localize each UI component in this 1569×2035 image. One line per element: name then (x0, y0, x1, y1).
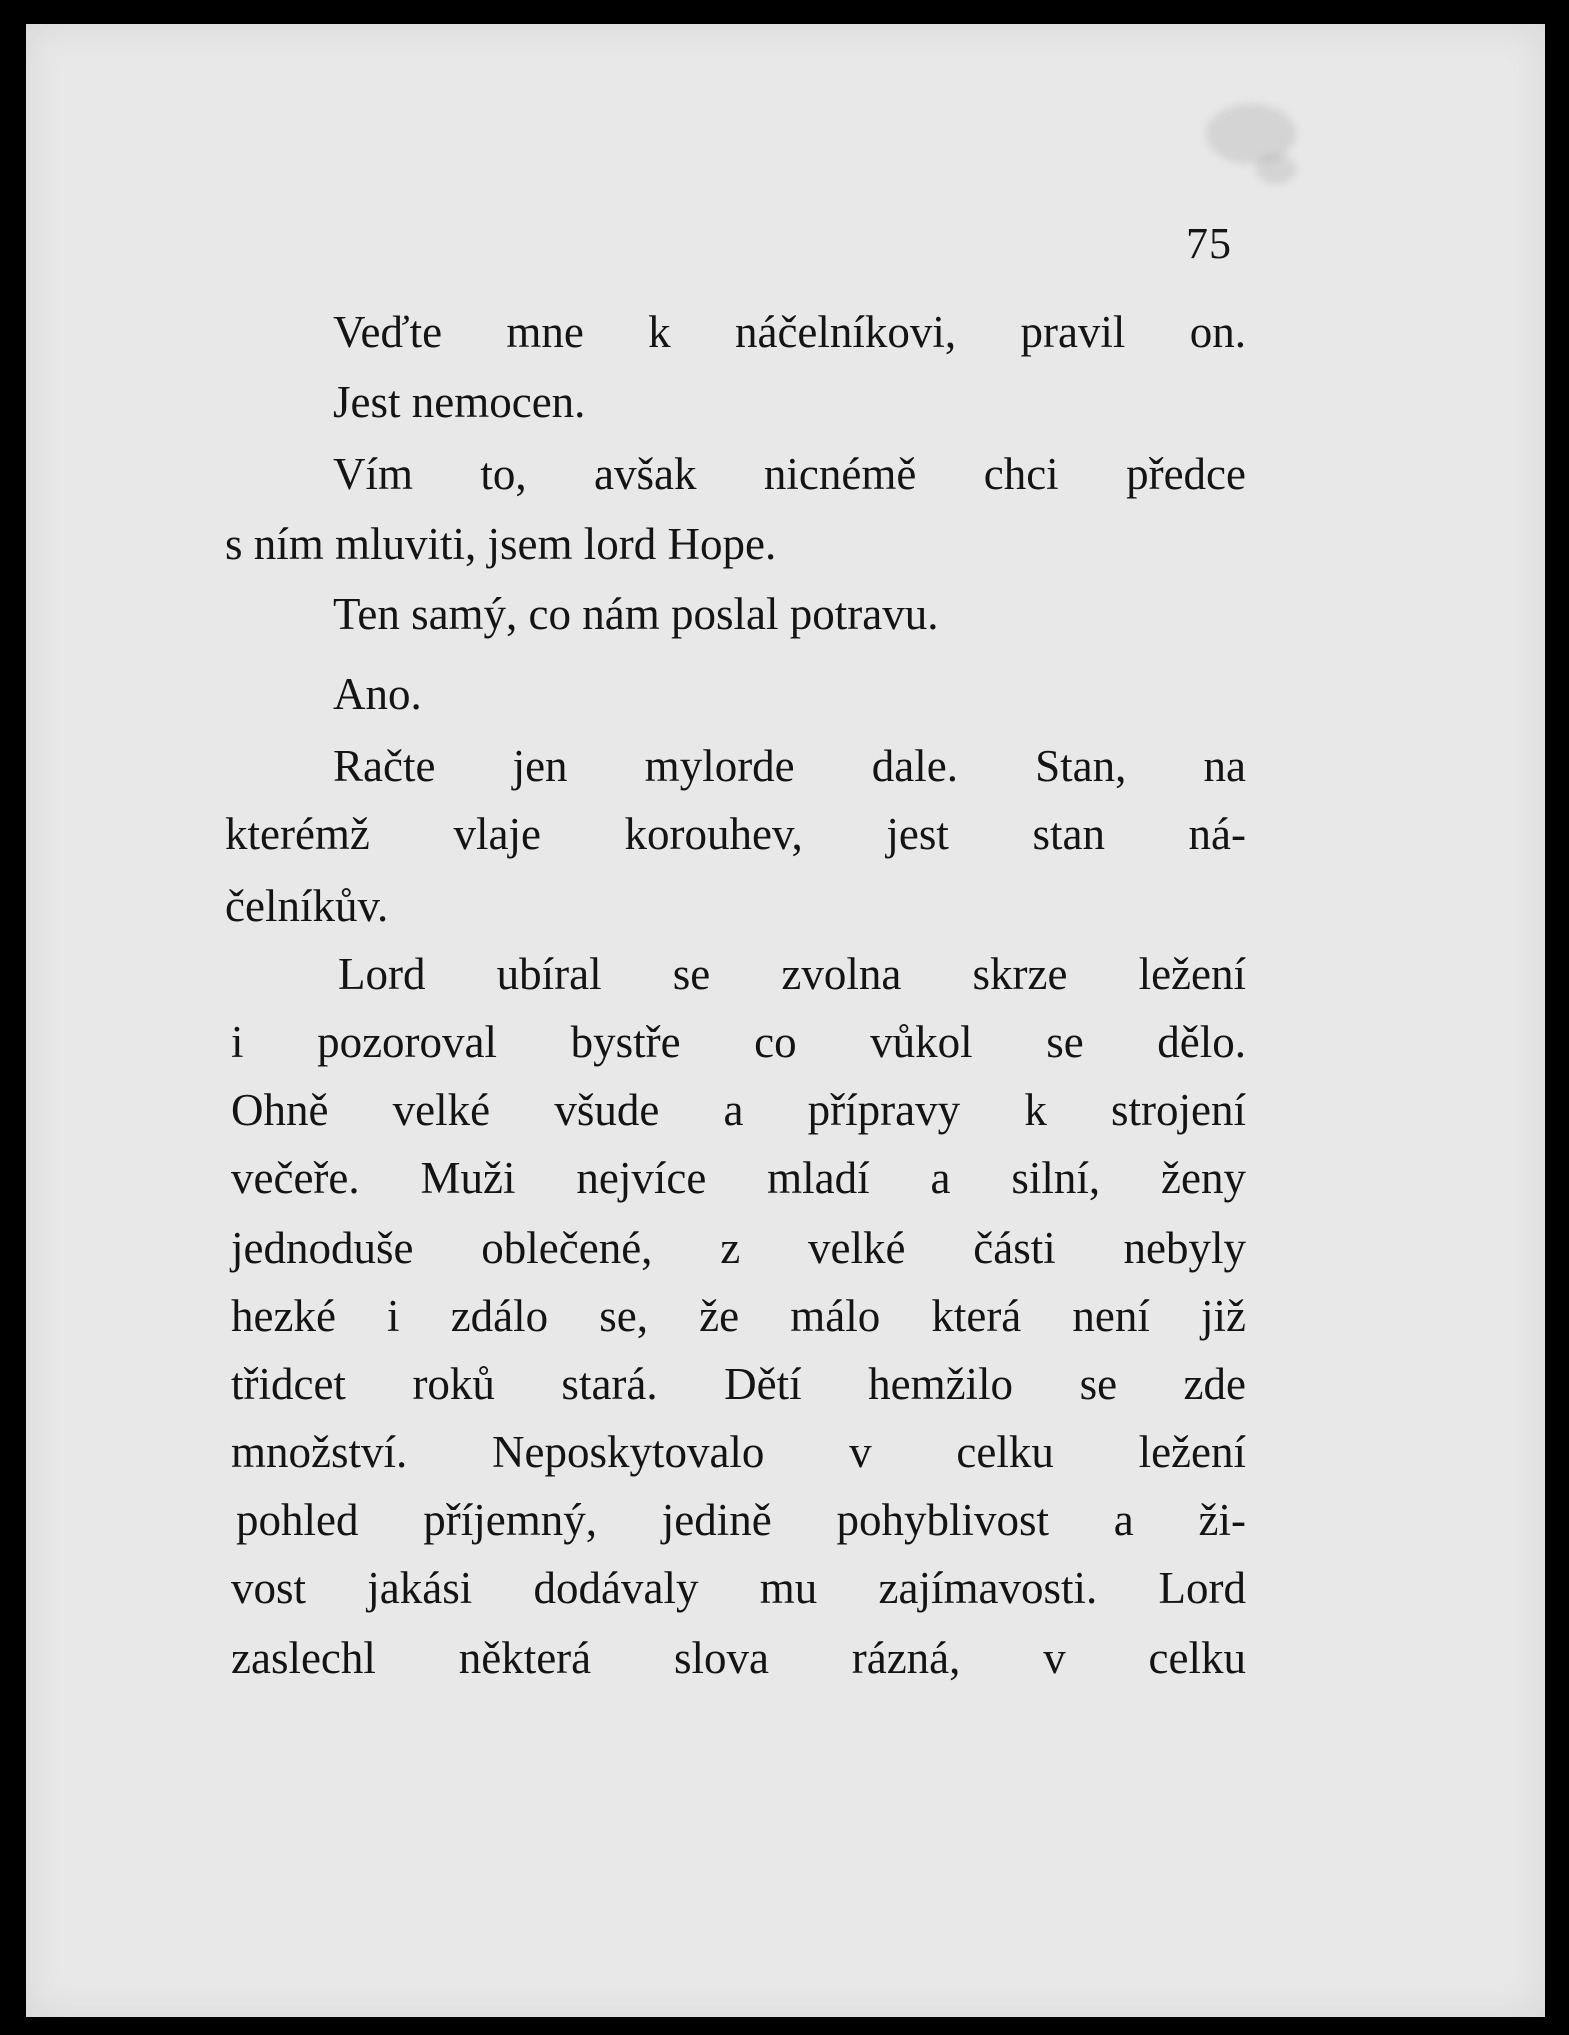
text-line: večeře. Muži nejvíce mladí a silní, ženy (231, 1153, 1246, 1203)
text-line: Veďte mne k náčelníkovi, pravil on. (333, 307, 1246, 357)
text-line: Ohně velké všude a přípravy k strojení (231, 1085, 1246, 1135)
text-line: třidcet roků stará. Dětí hemžilo se zde (231, 1359, 1246, 1409)
text-line: vost jakási dodávaly mu zajímavosti. Lord (231, 1563, 1246, 1613)
text-line: jednoduše oblečené, z velké části nebyly (231, 1223, 1246, 1273)
text-line: zaslechl některá slova rázná, v celku (231, 1633, 1246, 1683)
text-line: i pozoroval bystře co vůkol se dělo. (231, 1017, 1246, 1067)
book-page (26, 24, 1545, 2017)
text-line: kterémž vlaje korouhev, jest stan ná- (225, 809, 1246, 859)
page-number: 75 (1186, 219, 1232, 268)
text-line: Ten samý, co nám poslal potravu. (333, 589, 939, 639)
text-line: Jest nemocen. (333, 377, 586, 427)
text-line: s ním mluviti, jsem lord Hope. (225, 519, 777, 569)
text-line: Račte jen mylorde dale. Stan, na (333, 741, 1246, 791)
text-line: Vím to, avšak nicnémě chci předce (333, 449, 1246, 499)
paper-stain (1256, 154, 1296, 184)
text-line: pohled příjemný, jedině pohyblivost a ži- (236, 1495, 1246, 1545)
text-line: Lord ubíral se zvolna skrze ležení (338, 949, 1246, 999)
text-line: čelníkův. (225, 881, 389, 931)
text-line: hezké i zdálo se, že málo která není již (231, 1291, 1246, 1341)
text-line: množství. Neposkytovalo v celku ležení (231, 1427, 1246, 1477)
text-line: Ano. (333, 669, 422, 719)
